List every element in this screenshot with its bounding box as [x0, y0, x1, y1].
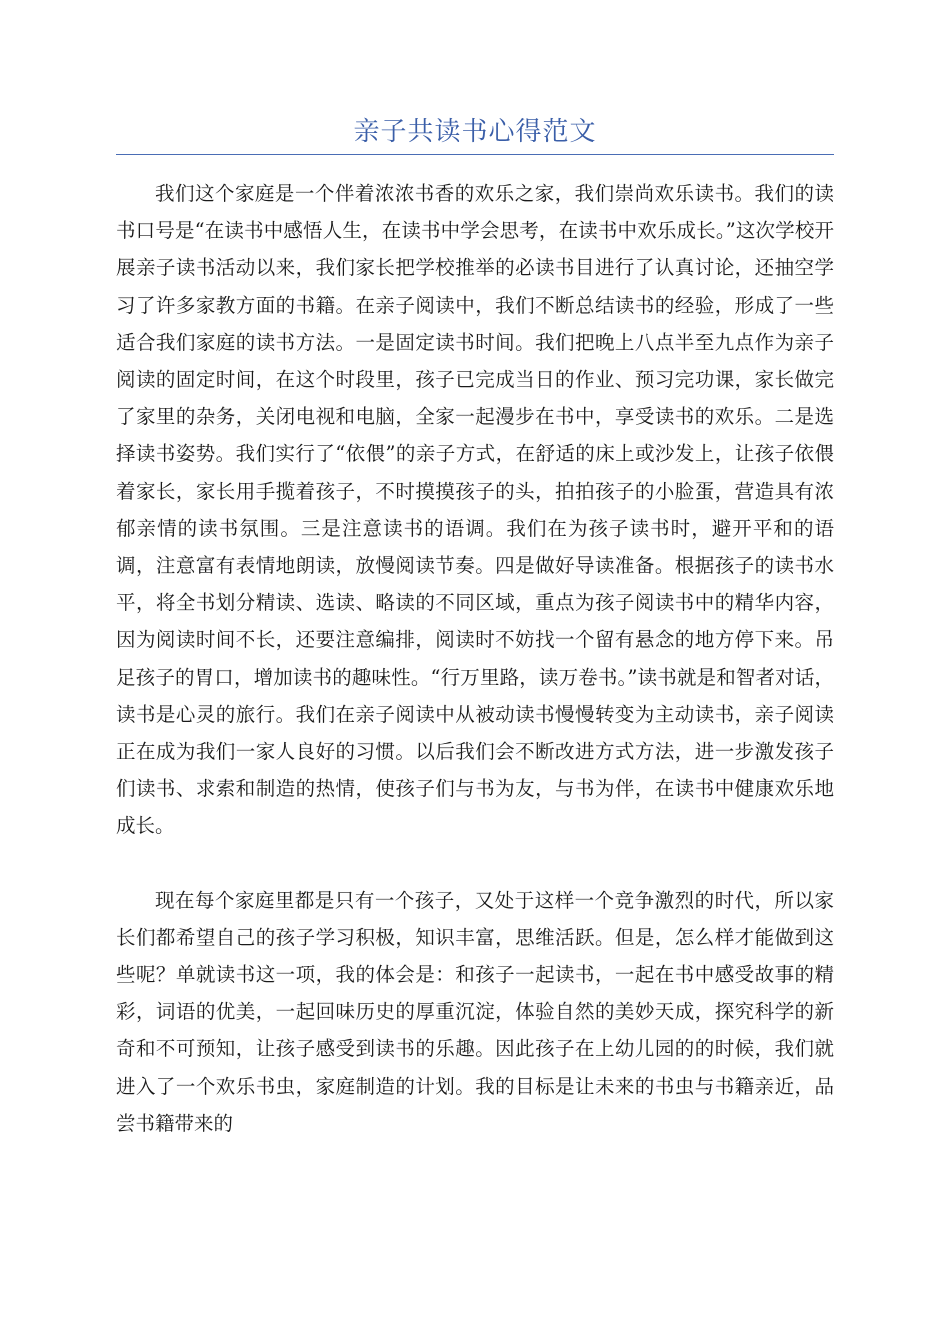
paragraph-1: 我们这个家庭是一个伴着浓浓书香的欢乐之家，我们崇尚欢乐读书。我们的读书口号是“在读书中感悟人生，在读书中学会思考，在读书中欢乐成长。”这次学校开展亲子读书活动以来，我们家长把学校推举的必读书目进行了认真讨论，还抽空学习了许多家教方面的书籍。在亲子阅读中，我们不断总结读书的经验，形成了一些适合我们家庭的读书方法。一是固定读书时间。我们把晚上八点半至九点作为亲子阅读的固定时间，在这个时段里，孩子已完成当日的作业、预习完功课，家长做完了家里的杂务，关闭电视和电脑，全家一起漫步在书中，享受读书的欢乐。二是选择读书姿势。我们实行了“依偎”的亲子方式，在舒适的床上或沙发上，让孩子依偎着家长，家长用手揽着孩子，不时摸摸孩子的头，拍拍孩子的小脸蛋，营造具有浓郁亲情的读书氛围。三是注意读书的语调。我们在为孩子读书时，避开平和的语调，注意富有表情地朗读，放慢阅读节奏。四是做好导读准备。根据孩子的读书水平，将全书划分精读、选读、略读的不同区域，重点为孩子阅读书中的精华内容，因为阅读时间不长，还要注意编排，阅读时不妨找一个留有悬念的地方停下来。吊足孩子的胃口，增加读书的趣味性。“行万里路，读万卷书。”读书就是和智者对话，读书是心灵的旅行。我们在亲子阅读中从被动读书慢慢转变为主动读书，亲子阅读正在成为我们一家人良好的习惯。以后我们会不断改进方式方法，进一步激发孩子们读书、求索和制造的热情，使孩子们与书为友，与书为伴，在读书中健康欢乐地成长。 [116, 182, 834, 838]
document-title: 亲子共读书心得范文 [353, 117, 597, 147]
document-body [116, 175, 834, 1142]
title-underline [116, 154, 834, 155]
paragraph-2: 现在每个家庭里都是只有一个孩子，又处于这样一个竞争激烈的时代，所以家长们都希望自己的孩子学习积极，知识丰富，思维活跃。但是，怎么样才能做到这些呢？单就读书这一项，我的体会是：和孩子一起读书，一起在书中感受故事的精彩，词语的优美，一起回味历史的厚重沉淀，体验自然的美妙天成，探究科学的新奇和不可预知，让孩子感受到读书的乐趣。因此孩子在上幼儿园的的时候，我们就进入了一个欢乐书虫，家庭制造的计划。我的目标是让未来的书虫与书籍亲近，品尝书籍带来的 [116, 888, 834, 1135]
